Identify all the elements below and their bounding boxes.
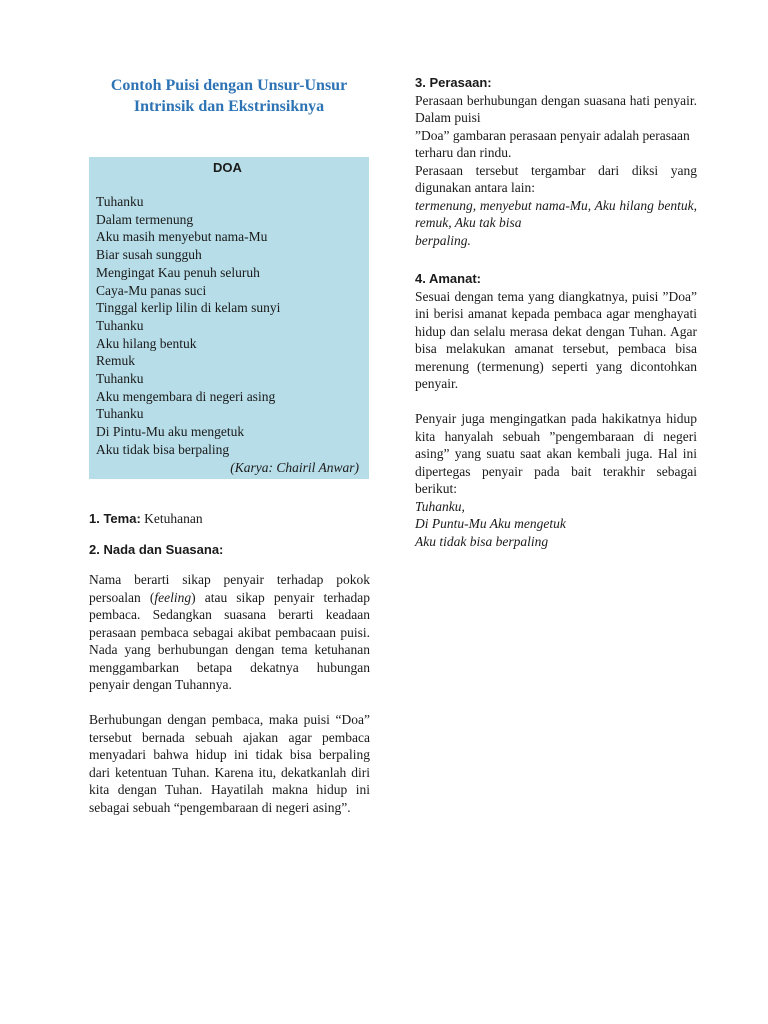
nada-heading: 2. Nada dan Suasana:: [89, 542, 224, 557]
section-nada-heading-wrap: [89, 541, 369, 559]
nada-paragraph-1: [89, 571, 370, 694]
amanat-quote: [415, 498, 697, 551]
poem-line: Biar susah sungguh: [96, 247, 202, 263]
perasaan-paragraph-1: Perasaan berhubungan dengan suasana hati penyair. Dalam puisi: [415, 92, 697, 125]
amanat-heading: 4. Amanat:: [415, 271, 481, 286]
perasaan-diksi-end: berpaling.: [415, 232, 471, 248]
section-amanat: [415, 270, 697, 550]
poem-line: Aku mengembara di negeri asing: [96, 388, 276, 404]
amanat-paragraph-1: Sesuai dengan tema yang diangkatnya, puisi ”Doa” ini berisi amanat kepada pembaca agar menghayati hidup dan selalu merasa dekat dengan Tuhan. Agar bisa melakukan amanat tersebut, pembaca bisa merenung (termenung) seperti yang dicontohkan penyair.: [415, 288, 697, 391]
poem-lines: [96, 193, 359, 459]
nada-p1-feeling: feeling: [154, 589, 192, 605]
poem-line: Mengingat Kau penuh seluruh: [96, 264, 260, 280]
poem-line: Aku hilang bentuk: [96, 335, 197, 351]
amanat-paragraph-2: Penyair juga mengingatkan pada hakikatnya hidup kita hanyalah sebuah ”pengembaraan di negeri asing” yang suatu saat akan kembali juga. Hal ini dipertegas penyair pada bait terakhir sebagai berikut:: [415, 411, 697, 496]
poem-line: Tinggal kerlip lilin di kelam sunyi: [96, 300, 281, 316]
poem-line: Tuhanku: [96, 371, 144, 387]
poem-line: Tuhanku: [96, 317, 144, 333]
perasaan-diksi: termenung, menyebut nama-Mu, Aku hilang bentuk, remuk, Aku tak bisa: [415, 197, 697, 230]
title-line-2: Intrinsik dan Ekstrinsiknya: [133, 98, 325, 115]
poem-line: Tuhanku: [96, 406, 144, 422]
perasaan-paragraph-2: ”Doa” gambaran perasaan penyair adalah perasaan terharu dan rindu.: [415, 127, 690, 160]
amanat-quote-line: Aku tidak bisa berpaling: [415, 533, 549, 549]
poem-line: Di Pintu-Mu aku mengetuk: [96, 424, 245, 440]
poem-line: Remuk: [96, 353, 135, 369]
page-title: [89, 75, 369, 117]
perasaan-heading: 3. Perasaan:: [415, 75, 492, 90]
poem-box: [89, 157, 369, 479]
perasaan-paragraph-3: Perasaan tersebut tergambar dari diksi yang digunakan antara lain:: [415, 162, 697, 195]
title-line-1: Contoh Puisi dengan Unsur-Unsur: [110, 77, 348, 94]
poem-line: Aku masih menyebut nama-Mu: [96, 229, 268, 245]
amanat-quote-line: Di Puntu-Mu Aku mengetuk: [415, 516, 566, 531]
nada-paragraph-2: Berhubungan dengan pembaca, maka puisi “Doa” tersebut bernada sebuah ajakan agar pembaca menyadari bahwa hidup ini tidak bisa berpaling dari ketentuan Tuhan. Karena itu, dekatkanlah diri kita dengan Tuhan. Hayatilah makna hidup ini sebagai sebuah “pengembaraan di negeri asing”.: [89, 712, 370, 815]
section-nada: [89, 571, 370, 816]
poem-line: Aku tidak bisa berpaling: [96, 441, 230, 457]
poem-author: (Karya: Chairil Anwar): [230, 459, 359, 475]
poem-line: Caya-Mu panas suci: [96, 282, 207, 298]
nada-p1-text-a: Nama berarti sikap penyair terhadap pokok persoalan (: [89, 572, 370, 605]
nada-p1-text-b: ) atau sikap penyair terhadap pembaca. Sedangkan suasana berarti keadaan perasaan pembaca sebagai akibat pembacaan puisi. Nada yang berhubungan dengan tema ketuhanan menggambarkan betapa dekatnya hubungan penyair dengan Tuhannya.: [89, 589, 370, 692]
tema-heading: 1. Tema:: [89, 511, 141, 526]
section-tema: [89, 510, 369, 528]
amanat-quote-line: Tuhanku,: [415, 498, 465, 514]
tema-value: Ketuhanan: [144, 511, 203, 526]
poem-line: Tuhanku: [96, 194, 144, 209]
poem-heading: DOA: [213, 160, 242, 175]
poem-line: Dalam termenung: [96, 211, 194, 227]
section-perasaan: [415, 74, 697, 249]
